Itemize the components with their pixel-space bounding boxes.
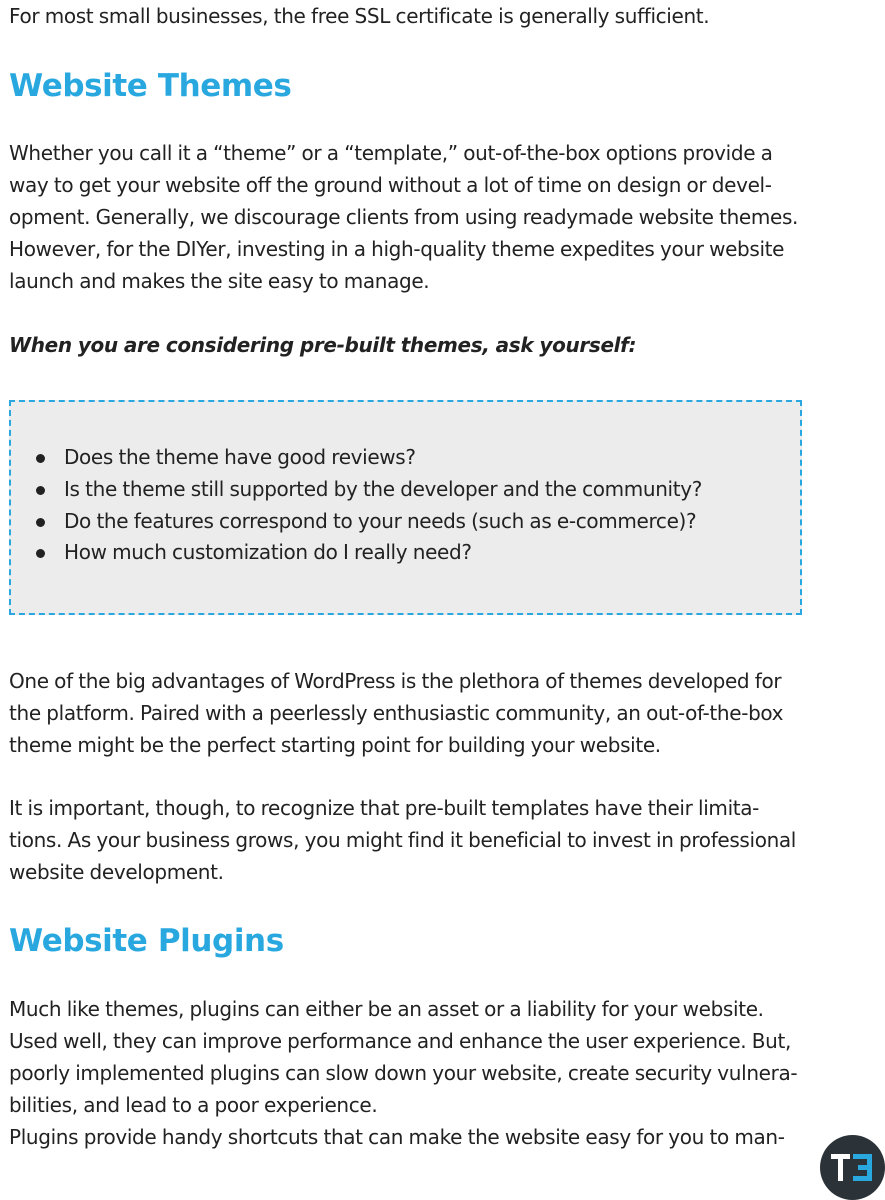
te-logo-icon [820,1135,885,1200]
wordpress-paragraph: One of the big advantages of WordPress is the plethora of themes developed for the platform. Paired with a peerlessly enthusiastic community, an out-of-the-box theme might be the perfect starting point for building your website. [9,669,784,757]
bullet-icon [36,518,45,527]
bullet-icon [36,454,45,463]
checklist-item [11,442,702,474]
website-plugins-heading: Website Plugins [9,923,284,959]
bullet-icon [36,486,45,495]
plugins-continued-paragraph: Plugins provide handy shortcuts that can make the website easy for you to man- [9,1125,785,1149]
intro-paragraph: For most small businesses, the free SSL certificate is generally sufficient. [9,4,710,28]
plugins-paragraph: Much like themes, plugins can either be an asset or a liability for your website. Used well, they can improve performance and enhance the user experience. But, poorly implemented plugins can slow down your website, create security vulnerabilities, and lead to a poor experience. [9,997,798,1117]
themes-question-prompt: When you are considering pre-built themes, ask yourself: [9,333,637,357]
themes-checklist [11,442,702,569]
checklist-item [11,537,702,569]
checklist-item [11,506,702,538]
themes-paragraph: Whether you call it a “theme” or a “template,” out-of-the-box options provide a way to get your website off the ground without a lot of time on design or development. Generally, we discourage clients from using readymade website themes. However, for the DIYer, investing in a high-quality theme expedites your website launch and makes the site easy to manage. [9,141,799,293]
checklist-item-text: Is the theme still supported by the developer and the community? [64,476,703,501]
te-logo-badge[interactable] [820,1135,885,1200]
checklist-item [11,474,702,506]
limitations-paragraph: It is important, though, to recognize that pre-built templates have their limitations. As your business grows, you might find it beneficial to invest in professional website development. [9,796,797,884]
bullet-icon [36,549,45,558]
checklist-item-text: How much customization do I really need? [64,540,472,565]
checklist-item-text: Does the theme have good reviews? [64,445,416,469]
checklist-item-text: Do the features correspond to your needs (such as e-commerce)? [64,508,697,533]
themes-checklist-callout [9,400,802,615]
website-themes-heading: Website Themes [9,68,292,104]
